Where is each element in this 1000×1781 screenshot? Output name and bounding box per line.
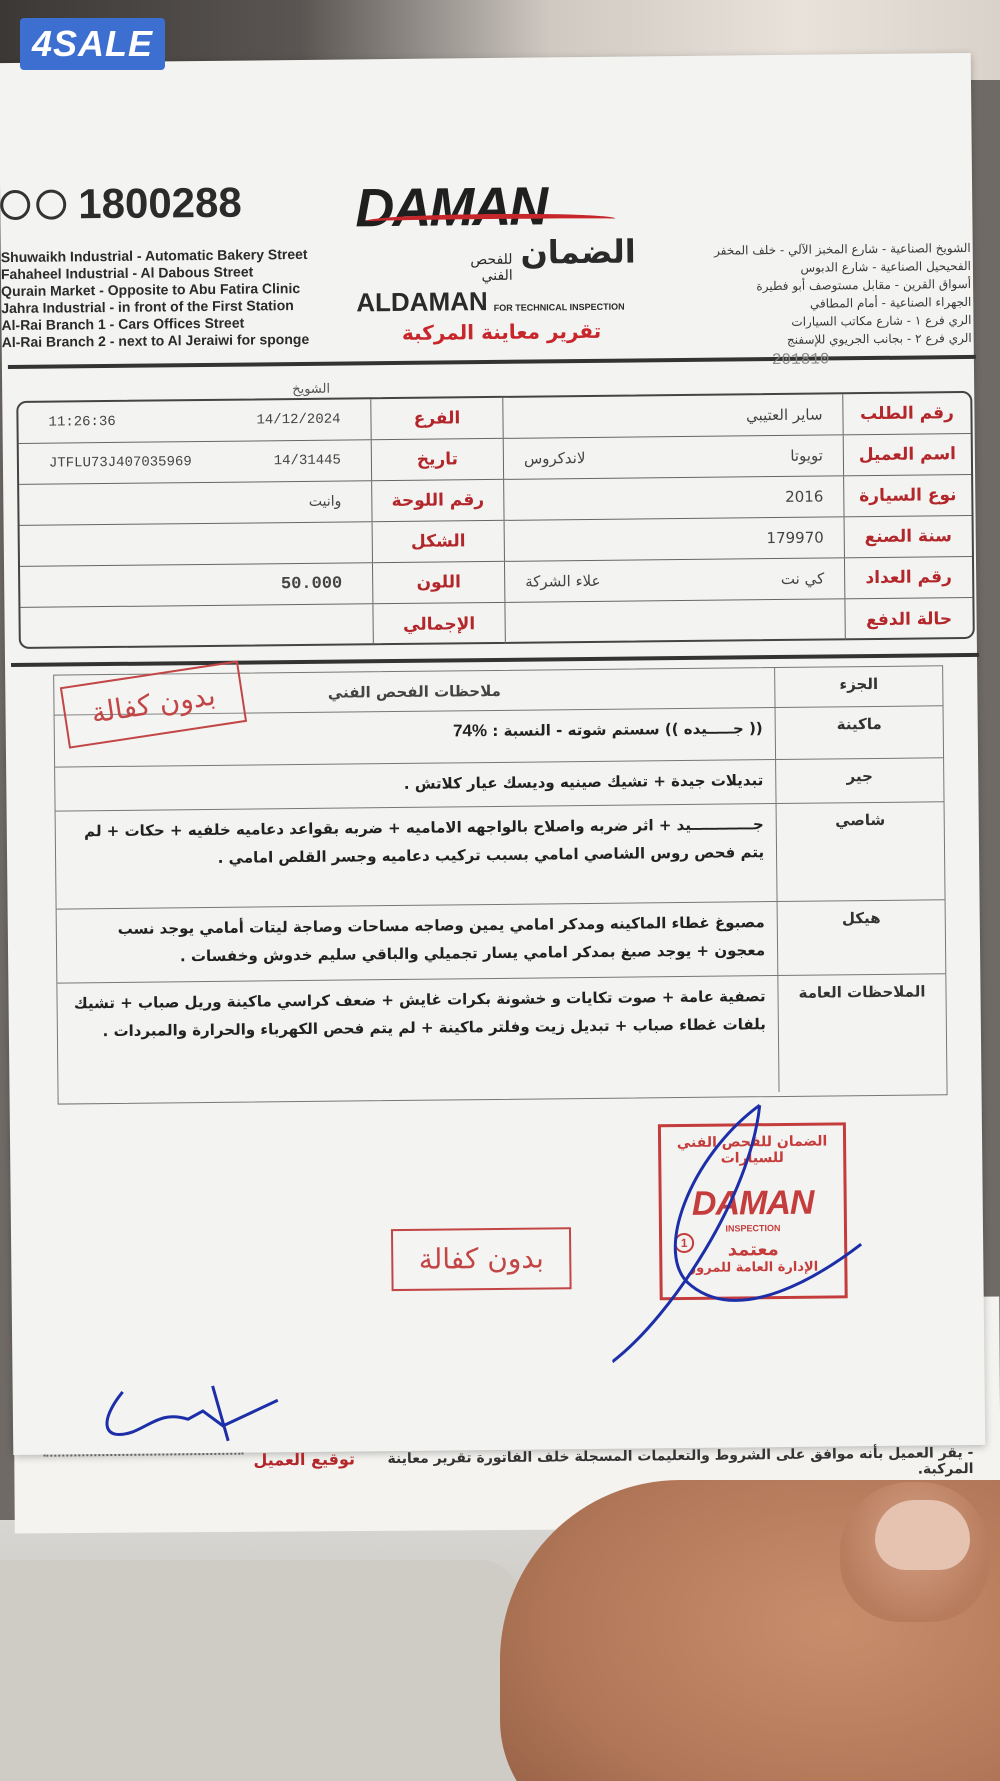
part-header: الجزء — [774, 666, 942, 707]
info-value — [504, 517, 844, 561]
part-name: شاصي — [776, 802, 945, 901]
inspection-row — [56, 802, 945, 909]
terms-agreement: - يقر العميل بأنه موافق على الشروط والتعليمات المسجلة خلف الفاتورة تقرير معاينة المركبة. — [387, 1444, 974, 1478]
customer-signature — [93, 1380, 284, 1452]
logo-english-row — [356, 284, 636, 318]
value-b: كي نت — [780, 569, 825, 588]
phone-block — [0, 179, 242, 230]
value-b: تويوتا — [790, 446, 823, 465]
branch-line: Fahaheel Industrial - Al Dabous Street — [0, 263, 254, 283]
header-divider — [8, 355, 976, 369]
info-label-2: اللون — [372, 562, 504, 603]
thumbnail-nail — [875, 1500, 970, 1570]
info-value — [503, 476, 843, 520]
table-divider — [11, 653, 979, 667]
part-name: جير — [775, 758, 943, 803]
part-name: الملاحظات العامة — [777, 974, 946, 1092]
stamp-signature — [610, 1094, 873, 1377]
branch-line-ar: الري فرع ١ - شارع مكاتب السيارات — [791, 312, 972, 329]
info-label: اسم العميل — [843, 434, 971, 475]
info-value — [502, 394, 842, 438]
part-note: تبديلات جيدة + تشيك صينيه وديسك عيار كلاتش . — [403, 771, 764, 793]
branches-arabic — [711, 239, 972, 350]
stamp-number: 1 — [674, 1233, 694, 1253]
vehicle-info-table — [16, 391, 975, 649]
info-label-2: الشكل — [372, 521, 504, 562]
order-number: 201810 — [771, 350, 830, 370]
inspection-notes-table — [53, 665, 947, 1104]
logo-english-sub: FOR TECHNICAL INSPECTION — [493, 301, 625, 313]
value2-b: 14/31445 — [273, 452, 342, 470]
site-watermark: 4SALE — [20, 18, 165, 70]
info-label: سنة الصنع — [844, 516, 972, 557]
branch-line: Al-Rai Branch 1 - Cars Offices Street — [1, 314, 245, 334]
stamp-approved: معتمد — [727, 1239, 779, 1261]
no-warranty-stamp: بدون كفالة — [391, 1227, 572, 1291]
ratio-value: 74% — [452, 721, 488, 741]
branch-line-ar: الجهراء الصناعية - أمام المطافي — [809, 294, 972, 311]
info-value — [504, 558, 844, 602]
info-value-2 — [20, 522, 372, 566]
info-label-2: تاريخ — [371, 439, 503, 480]
no-warranty-stamp: بدون كفالة — [60, 660, 247, 748]
inspection-report-sheet — [0, 53, 985, 1478]
branch-name: الشويخ — [292, 381, 331, 398]
inspection-row — [57, 974, 946, 1099]
note-text: (( جـــــيده )) سستم شوته - النسبة : — [492, 719, 763, 740]
value2-b: 50.000 — [280, 574, 343, 594]
part-name: ماكينة — [775, 706, 944, 759]
info-label: رقم الطلب — [842, 393, 970, 434]
part-note: جــــــــــــيد + اثر ضربه واصلاح بالواجهه الاماميه + ضربه بقواعد دعاميه خلفيه + حكات + لم يتم فحص روس الشاصي امامي بسبب تركيب دعاميه وجسر القلص امامي . — [84, 815, 765, 867]
logo-arabic-sub: للفحص الفني — [470, 251, 513, 285]
branch-line: Shuwaikh Industrial - Automatic Bakery Street — [0, 245, 308, 266]
phone-icon — [0, 190, 30, 220]
value2-a: JTFLU73J407035969 — [48, 454, 192, 472]
branch-line-ar: الفحيحيل الصناعية - شارع الدبوس — [800, 258, 971, 275]
part-name: هيكل — [777, 900, 946, 975]
branch-line-ar: الري فرع ٢ - بجانب الجريوي للإسفنج — [786, 330, 972, 347]
value2-b: 14/12/2024 — [256, 411, 341, 429]
info-value-2 — [20, 604, 372, 649]
notes-header: ملاحظات الفحص الفني — [327, 681, 501, 702]
info-value — [503, 435, 843, 479]
branch-line-ar: أسواق القرين - مقابل مستوصف أبو فطيرة — [756, 276, 972, 294]
value-b: 179970 — [766, 528, 824, 548]
stamp-authority: الإدارة العامة للمرور — [688, 1259, 819, 1276]
logo-wordmark: DAMAN — [354, 176, 547, 239]
stamp-logo: DAMAN — [691, 1183, 814, 1223]
info-label: رقم العداد — [844, 557, 972, 598]
part-note: تصفية عامة + صوت تكايات و خشونة بكرات غايش + ضعف كراسي ماكينة وريل صباب + تشيك بلفات غطاء صباب + تبديل زيت وفلتر ماكينة + لم يتم فحص الكهرباء والحرارة والمبردات . — [73, 987, 766, 1041]
value2-b: وانيت — [308, 494, 342, 511]
info-value-2 — [18, 399, 370, 443]
whatsapp-icon — [36, 189, 66, 219]
info-value-2 — [19, 440, 371, 484]
info-value — [504, 599, 844, 644]
logo-arabic-name: الضمان — [520, 232, 636, 272]
branch-line: Qurain Market - Opposite to Abu Fatira Clinic — [1, 279, 301, 300]
value-b: ساير العتيبي — [745, 405, 823, 425]
info-label-2: الإجمالي — [372, 603, 504, 645]
info-value-2 — [19, 481, 371, 525]
logo-english-name: ALDAMAN — [356, 286, 488, 318]
branch-line-ar: الشويخ الصناعية - شارع المخبز الآلي - خلف المخفر — [714, 240, 971, 258]
branch-line: Jahra Industrial - in front of the First Station — [1, 297, 294, 317]
value-a: علاء الشركة — [525, 571, 601, 591]
info-value-2 — [20, 563, 372, 607]
branch-line: Al-Rai Branch 2 - next to Al Jeraiwi for sponge — [1, 330, 310, 351]
background-cushion — [0, 1560, 520, 1781]
logo-arabic-row — [470, 232, 637, 285]
value-a: لاندكروس — [523, 449, 586, 468]
inspection-row — [57, 900, 946, 983]
info-label-2: رقم اللوحة — [371, 480, 503, 521]
stamp-sub: INSPECTION — [725, 1223, 781, 1234]
part-note: مصبوغ غطاء الماكينه ومدكر امامي يمين وصاجه مساحات وصاجة ليتات أمامي يوجد نسب معجون + يوجد صبغ بمدكر امامي يسار تجميلي والباقي سليم خدوش وخفسات . — [117, 913, 766, 966]
value2-a: 11:26:36 — [48, 413, 116, 431]
stamp-company: الضمان للفحص الفني للسيارات — [676, 1133, 828, 1167]
report-title: تقرير معاينة المركبة — [401, 318, 602, 345]
info-label-2: الفرع — [370, 398, 502, 439]
branches-english — [1, 246, 332, 351]
company-logo — [355, 174, 636, 318]
info-label: حالة الدفع — [844, 598, 972, 640]
info-label: نوع السيارة — [843, 475, 971, 516]
value-b: 2016 — [785, 487, 824, 506]
info-row — [20, 598, 972, 649]
phone-number: 1800288 — [77, 178, 242, 228]
customer-signature-label: توقيع العميل — [253, 1449, 356, 1470]
